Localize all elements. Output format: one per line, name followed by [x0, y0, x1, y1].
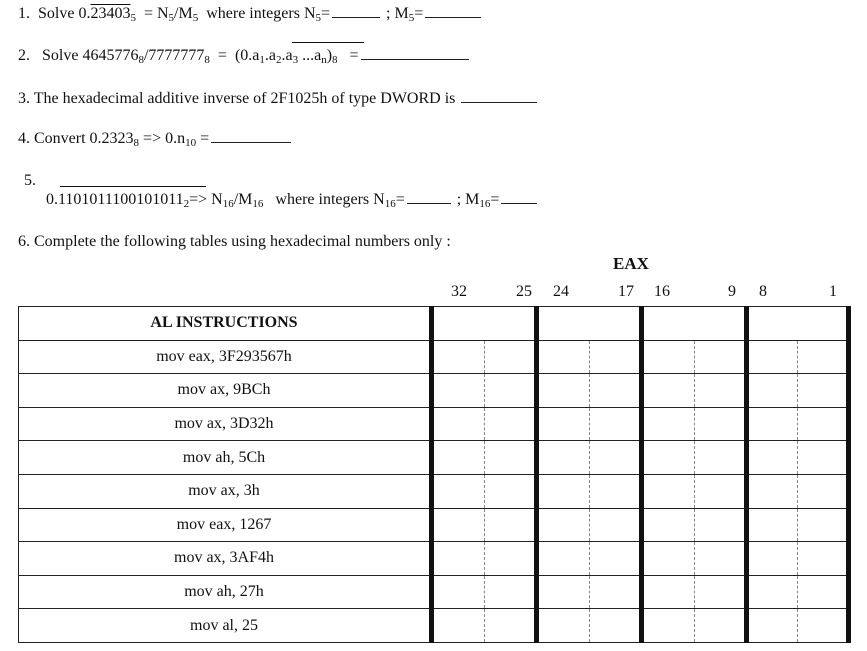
table-row [19, 441, 849, 475]
hex-nibble-cell[interactable] [432, 575, 485, 609]
table-row [19, 575, 849, 609]
q5-blank-n[interactable] [407, 202, 451, 204]
q1-slash: /M [174, 5, 193, 22]
hex-nibble-cell[interactable] [747, 474, 798, 508]
hex-nibble-cell[interactable] [642, 374, 695, 408]
q2-eq: = [217, 47, 227, 64]
q2-base1: 8 [138, 54, 144, 66]
q4-arrow: => 0.n [139, 130, 186, 147]
hex-nibble-cell[interactable] [537, 474, 590, 508]
table-header: AL INSTRUCTIONS [19, 307, 432, 341]
hex-nibble-cell[interactable] [694, 609, 747, 643]
q4-text: 4. Convert 0.2323 [18, 130, 134, 147]
hex-nibble-cell[interactable] [537, 407, 590, 441]
question-4 [18, 131, 293, 147]
table-row [19, 542, 849, 576]
hex-nibble-cell[interactable] [484, 407, 537, 441]
hex-nibble-cell[interactable] [589, 340, 642, 374]
bit-label: 16 [654, 283, 670, 300]
q2-a3: 3 [292, 54, 299, 66]
hex-nibble-cell[interactable] [642, 474, 695, 508]
instruction-cell: mov ax, 3AF4h [19, 542, 432, 576]
q5-eq: = [395, 191, 405, 208]
q1-base: 5 [130, 12, 136, 24]
question-2 [18, 48, 471, 64]
hex-nibble-cell[interactable] [694, 474, 747, 508]
header-cell-byte1 [642, 307, 747, 341]
hex-nibble-cell[interactable] [798, 340, 849, 374]
q5-n2-sub: 16 [384, 198, 396, 210]
hex-nibble-cell[interactable] [747, 542, 798, 576]
q1-eq3: = [414, 5, 424, 22]
hex-nibble-cell[interactable] [747, 575, 798, 609]
hex-nibble-cell[interactable] [484, 441, 537, 475]
hex-nibble-cell[interactable] [694, 340, 747, 374]
q5-m-sub: 16 [252, 198, 264, 210]
question-6 [18, 234, 451, 250]
hex-nibble-cell[interactable] [537, 374, 590, 408]
header-cell-byte3 [432, 307, 537, 341]
hex-nibble-cell[interactable] [589, 542, 642, 576]
hex-nibble-cell[interactable] [798, 609, 849, 643]
hex-nibble-cell[interactable] [642, 441, 695, 475]
q5-n-sub: 16 [222, 198, 234, 210]
hex-nibble-cell[interactable] [484, 609, 537, 643]
q5-base: 2 [183, 198, 190, 210]
q1-m2-sub: 5 [408, 12, 415, 24]
q1-n-sub: 5 [168, 12, 175, 24]
hex-nibble-cell[interactable] [694, 508, 747, 542]
q5-bits: 0.1101011100101011 [46, 191, 184, 208]
hex-nibble-cell[interactable] [537, 508, 590, 542]
question-1 [18, 6, 483, 22]
hex-nibble-cell[interactable] [798, 407, 849, 441]
hex-nibble-cell[interactable] [747, 374, 798, 408]
table-row [19, 374, 849, 408]
q2-a3t: .a [281, 47, 293, 64]
hex-nibble-cell[interactable] [589, 474, 642, 508]
hex-nibble-cell[interactable] [484, 374, 537, 408]
q2-base3: 8 [332, 54, 338, 66]
hex-nibble-cell[interactable] [432, 542, 485, 576]
q5-blank-m[interactable] [501, 202, 537, 204]
register-title: EAX [613, 254, 649, 273]
hex-nibble-cell[interactable] [694, 407, 747, 441]
q1-n2-sub: 5 [315, 12, 321, 24]
hex-nibble-cell[interactable] [537, 441, 590, 475]
table-row [19, 407, 849, 441]
q1-blank-n[interactable] [332, 16, 380, 18]
q2-a2: 2 [275, 54, 282, 66]
instruction-cell: mov ax, 9BCh [19, 374, 432, 408]
q2-a1: 1 [259, 54, 265, 66]
q1-eq: = N [143, 5, 169, 22]
hex-nibble-cell[interactable] [694, 374, 747, 408]
instruction-cell: mov ax, 3D32h [19, 407, 432, 441]
hex-nibble-cell[interactable] [537, 542, 590, 576]
q1-eq2: = [321, 5, 331, 22]
question-3 [18, 91, 539, 107]
q6-text: 6. Complete the following tables using hexadecimal numbers only : [18, 233, 451, 250]
hex-nibble-cell[interactable] [642, 542, 695, 576]
hex-nibble-cell[interactable] [642, 575, 695, 609]
table-row [19, 609, 849, 643]
hex-nibble-cell[interactable] [589, 575, 642, 609]
hex-nibble-cell[interactable] [432, 474, 485, 508]
instruction-cell: mov ah, 5Ch [19, 441, 432, 475]
hex-nibble-cell[interactable] [484, 474, 537, 508]
question-5 [46, 192, 539, 208]
q2-an: n [321, 54, 327, 66]
hex-nibble-cell[interactable] [432, 340, 485, 374]
bit-label: 32 [451, 283, 467, 300]
hex-nibble-cell[interactable] [589, 441, 642, 475]
q5-eq2: = [490, 191, 500, 208]
q2-dots: ...a [298, 47, 322, 64]
q1-where: where integers N [206, 5, 316, 22]
header-cell-byte2 [537, 307, 642, 341]
instruction-cell: mov ax, 3h [19, 474, 432, 508]
hex-nibble-cell[interactable] [747, 441, 798, 475]
q5-overline [60, 186, 206, 187]
hex-nibble-cell[interactable] [642, 609, 695, 643]
q1-repeating-digits: 23403 [90, 5, 131, 22]
instruction-cell: mov eax, 3F293567h [19, 340, 432, 374]
q4-eq: = [196, 130, 210, 147]
table-row [19, 474, 849, 508]
bit-label: 25 [516, 283, 532, 300]
hex-nibble-cell[interactable] [798, 374, 849, 408]
q2-base2: 8 [204, 54, 210, 66]
q3-text: 3. The hexadecimal additive inverse of 2F1025h of type DWORD is [18, 90, 456, 107]
q1-solve: Solve 0. [38, 5, 91, 22]
q2-close: ) [326, 47, 333, 64]
hex-nibble-cell[interactable] [642, 340, 695, 374]
q4-base: 8 [133, 137, 140, 149]
hex-nibble-cell[interactable] [589, 374, 642, 408]
hex-nibble-cell[interactable] [747, 609, 798, 643]
q2-number: 2. [18, 47, 30, 64]
q3-blank[interactable] [461, 101, 537, 103]
table-row [19, 508, 849, 542]
hex-nibble-cell[interactable] [798, 575, 849, 609]
hex-nibble-cell[interactable] [694, 542, 747, 576]
q5-where: where integers N [275, 191, 385, 208]
hex-nibble-cell[interactable] [484, 575, 537, 609]
hex-nibble-cell[interactable] [798, 542, 849, 576]
hex-nibble-cell[interactable] [537, 609, 590, 643]
hex-nibble-cell[interactable] [694, 575, 747, 609]
hex-nibble-cell[interactable] [747, 508, 798, 542]
hex-nibble-cell[interactable] [589, 407, 642, 441]
hex-nibble-cell[interactable] [589, 508, 642, 542]
instruction-cell: mov al, 25 [19, 609, 432, 643]
q1-number: 1. [18, 5, 30, 22]
bit-label: 24 [553, 283, 569, 300]
hex-nibble-cell[interactable] [432, 441, 485, 475]
hex-nibble-cell[interactable] [537, 575, 590, 609]
hex-nibble-cell[interactable] [432, 609, 485, 643]
header-cell-byte0 [747, 307, 849, 341]
hex-nibble-cell[interactable] [537, 340, 590, 374]
bit-label: 1 [829, 283, 837, 300]
hex-nibble-cell[interactable] [484, 542, 537, 576]
q2-solve: Solve 4645776 [42, 47, 139, 64]
table-row [19, 340, 849, 374]
table-header-row [19, 307, 849, 341]
hex-nibble-cell[interactable] [694, 441, 747, 475]
hex-nibble-cell[interactable] [747, 340, 798, 374]
q4-sub: 10 [185, 137, 197, 149]
hex-nibble-cell[interactable] [642, 508, 695, 542]
q1-blank-m[interactable] [425, 16, 481, 18]
q1-semi: ; M [386, 5, 409, 22]
instruction-cell: mov eax, 1267 [19, 508, 432, 542]
q2-eq2: = [349, 47, 359, 64]
instruction-cell: mov ah, 27h [19, 575, 432, 609]
q5-arrow: => N [189, 191, 223, 208]
hex-nibble-cell[interactable] [798, 441, 849, 475]
question-5-number: 5. [24, 172, 36, 189]
hex-nibble-cell[interactable] [798, 508, 849, 542]
q4-blank[interactable] [211, 141, 291, 143]
bit-label: 9 [728, 283, 736, 300]
bit-label: 8 [759, 283, 767, 300]
q1-m-sub: 5 [192, 12, 199, 24]
q2-a2t: .a [264, 47, 276, 64]
hex-nibble-cell[interactable] [798, 474, 849, 508]
q2-overline [292, 42, 364, 43]
q2-blank[interactable] [361, 58, 469, 60]
q2-slash: /7777777 [143, 47, 205, 64]
hex-nibble-cell[interactable] [484, 340, 537, 374]
hex-nibble-cell[interactable] [589, 609, 642, 643]
bit-label: 17 [618, 283, 634, 300]
register-table [18, 306, 851, 643]
q2-frac: (0.a [234, 47, 260, 64]
q5-slash: /M [233, 191, 253, 208]
q5-semi: ; M [456, 191, 480, 208]
q5-m2-sub: 16 [479, 198, 491, 210]
hex-nibble-cell[interactable] [432, 374, 485, 408]
hex-nibble-cell[interactable] [642, 407, 695, 441]
hex-nibble-cell[interactable] [747, 407, 798, 441]
hex-nibble-cell[interactable] [432, 508, 485, 542]
hex-nibble-cell[interactable] [484, 508, 537, 542]
hex-nibble-cell[interactable] [432, 407, 485, 441]
